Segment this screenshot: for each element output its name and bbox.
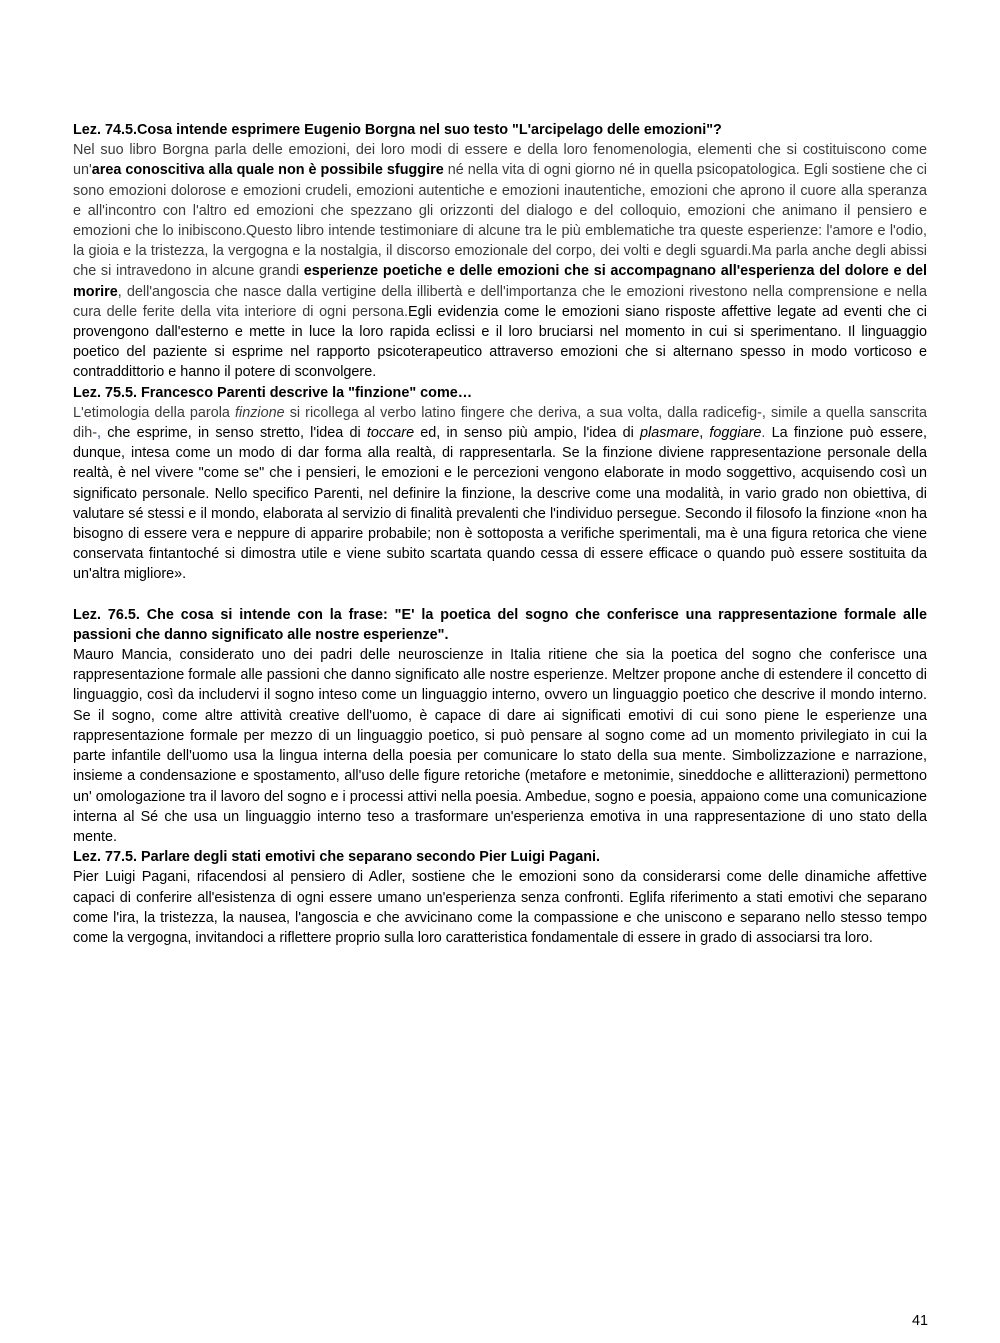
answer-75-5-part-l: La finzione può essere, dunque, intesa come un modo di dar forma alla realtà, di rappresentarla. Se la finzione diviene rappresentazione personale della realtà, è nel vivere "come se" che i pensieri, le emozioni e le percezioni vengono elaborate in modo soggettivo, acquisendo così un significato personale. Nello specifico Parenti, nel definire la finzione, la descrive come una modalità, in vario grado non obiettiva, di valutare sé stessi e il mondo, elaborata al servizio di finalità prevalenti che l'individuo persegue. Secondo il filosofo la finzione «non ha bisogno di essere vera e neppure di apparire probabile; non è sottoposta a verifiche sperimentali, ma è una figura retorica che viene conservata fintantoché si dimostra utile e viene subito scartata quando cessa di essere efficace o quando può essere sostituita da un'altra migliore». xyxy=(73,425,928,583)
answer-75-5-italic-finzione: finzione xyxy=(235,404,285,421)
answer-75-5-blue-period: . xyxy=(761,425,766,442)
answer-75-5-italic-foggiare: foggiare xyxy=(709,425,762,442)
question-77-5: Lez. 77.5. Parlare degli stati emotivi che separano secondo Pier Luigi Pagani. xyxy=(73,849,601,866)
answer-76-5: Mauro Mancia, considerato uno dei padri delle neuroscienze in Italia ritiene che sia la poetica del sogno che conferisce una rappresentazione formale alle passioni che danno significato alle nostre esperienze. Meltzer propone anche di estendere il concetto di linguaggio, così da includervi il sogno inteso come un linguaggio interno, ovvero un linguaggio poetico che descrive il mondo interno. Se il sogno, come altre attività creative dell'uomo, è capace di dare ai significati emotivi di cui sono piene le esperienze una rappresentazione formale per mezzo di un linguaggio poetico, si può pensare al sogno come ad un momento privilegiato in cui la parte infantile dell'uomo usa la lingua interna della poesia per comunicare lo stato della sua mente. Simbolizzazione e narrazione, insieme a condensazione e spostamento, all'uso delle figure retoriche (metafore e metonimie, sineddoche e allitterazioni) permettono un' omologazione tra il lavoro del sogno e i processi attivi nella poesia. Ambedue, sogno e poesia, appaiono come una comunicazione interna al Sé che usa un linguaggio interno teso a trasformare un'esperienza emotiva in una rappresentazione di uno stato della mente. xyxy=(73,647,927,845)
answer-74-5-part-e: , dell'angoscia che nasce dalla vertigine della illibertà e dell'importanza che le emozioni rivestono nella comprensione e nella cura delle ferite della vita interiore di ogni persona. xyxy=(73,283,927,320)
document-page xyxy=(73,120,927,948)
answer-75-5-part-g: ed, in senso più ampio, l'idea di xyxy=(414,425,641,442)
question-75-5: Lez. 75.5. Francesco Parenti descrive la "finzione" come… xyxy=(73,384,473,401)
answer-75-5 xyxy=(73,403,927,585)
answer-74-5-part-c: né nella vita di ogni giorno né in quella psicopatologica. Egli sostiene che ci sono emozioni dolorose e emozioni crudeli, emozioni autentiche e emozioni inautentiche, emozioni che aprono il cuore alla speranza e all'incontro con l'altro ed emozioni che spezzano gli orizzonti del dialogo e del colloquio, emozioni che animano il pensiero e emozioni che lo inibiscono.Questo libro intende testimoniare di alcune tra le più emblematiche tra queste esperienze: l'amore e l'odio, la gioia e la tristezza, la vergogna e la nostalgia, il discorso emozionale del corpo, dei volti e degli sguardi.Ma parla anche degli abissi che si intravedono in alcune grandi xyxy=(73,162,927,280)
answer-75-5-blue-comma: , xyxy=(97,425,101,442)
answer-75-5-part-c: si ricollega al verbo latino fingere che deriva, a sua volta, dalla radicefig-, simile a quella sanscrita dih- xyxy=(73,404,927,442)
paragraph-gap xyxy=(73,585,927,605)
answer-74-5 xyxy=(73,140,927,382)
answer-75-5-part-e: che esprime, in senso stretto, l'idea di xyxy=(101,425,367,442)
answer-74-5-bold-b: esperienze poetiche e delle emozioni che si accompagnano all'esperienza del dolore e del morire xyxy=(73,263,927,300)
answer-77-5: Pier Luigi Pagani, rifacendosi al pensiero di Adler, sostiene che le emozioni sono da considerarsi come delle dinamiche affettive capaci di conferire all'esistenza di ogni essere umano un'esperienza senza confronti. Eglifa riferimento a stati emotivi che separano come l'ira, la tristezza, la nausea, l'angoscia e che avvicinano come la compassione e che uniscono e separano nello stesso tempo come la vergogna, invitandoci a riflettere proprio sulla loro caratteristica fondamentale di essere in grado di associarsi tra loro. xyxy=(73,869,927,946)
answer-75-5-italic-plasmare: plasmare xyxy=(640,425,700,442)
answer-74-5-bold-a: area conoscitiva alla quale non è possibile sfuggire xyxy=(91,162,444,179)
answer-75-5-part-i: , xyxy=(699,425,710,442)
answer-74-5-part-a: Nel suo libro Borgna parla delle emozioni, dei loro modi di essere e della loro fenomenologia, elementi che si costituiscono come un' xyxy=(73,142,927,179)
answer-74-5-part-f: Egli evidenzia come le emozioni siano risposte affettive legate ad eventi che ci provengono dall'esterno e mette in luce la loro rapida eclissi e il loro bruciarsi nel momento in cui si sperimentano. Il linguaggio poetico del paziente si esprime nel rapporto psicoterapeutico attraverso emozioni che si alternano spesso in modo vorticoso e contraddittorio e hanno il potere di sconvolgere. xyxy=(73,303,927,381)
question-76-5: Lez. 76.5. Che cosa si intende con la frase: "E' la poetica del sogno che conferisce una rappresentazione formale alle passioni che danno significato alle nostre esperienze". xyxy=(73,606,927,643)
question-74-5: Lez. 74.5.Cosa intende esprimere Eugenio Borgna nel suo testo "L'arcipelago delle emozioni"? xyxy=(73,122,722,138)
answer-75-5-italic-toccare: toccare xyxy=(366,425,415,442)
answer-75-5-part-a: L'etimologia della parola xyxy=(73,404,236,421)
page-number: 41 xyxy=(911,1313,928,1329)
